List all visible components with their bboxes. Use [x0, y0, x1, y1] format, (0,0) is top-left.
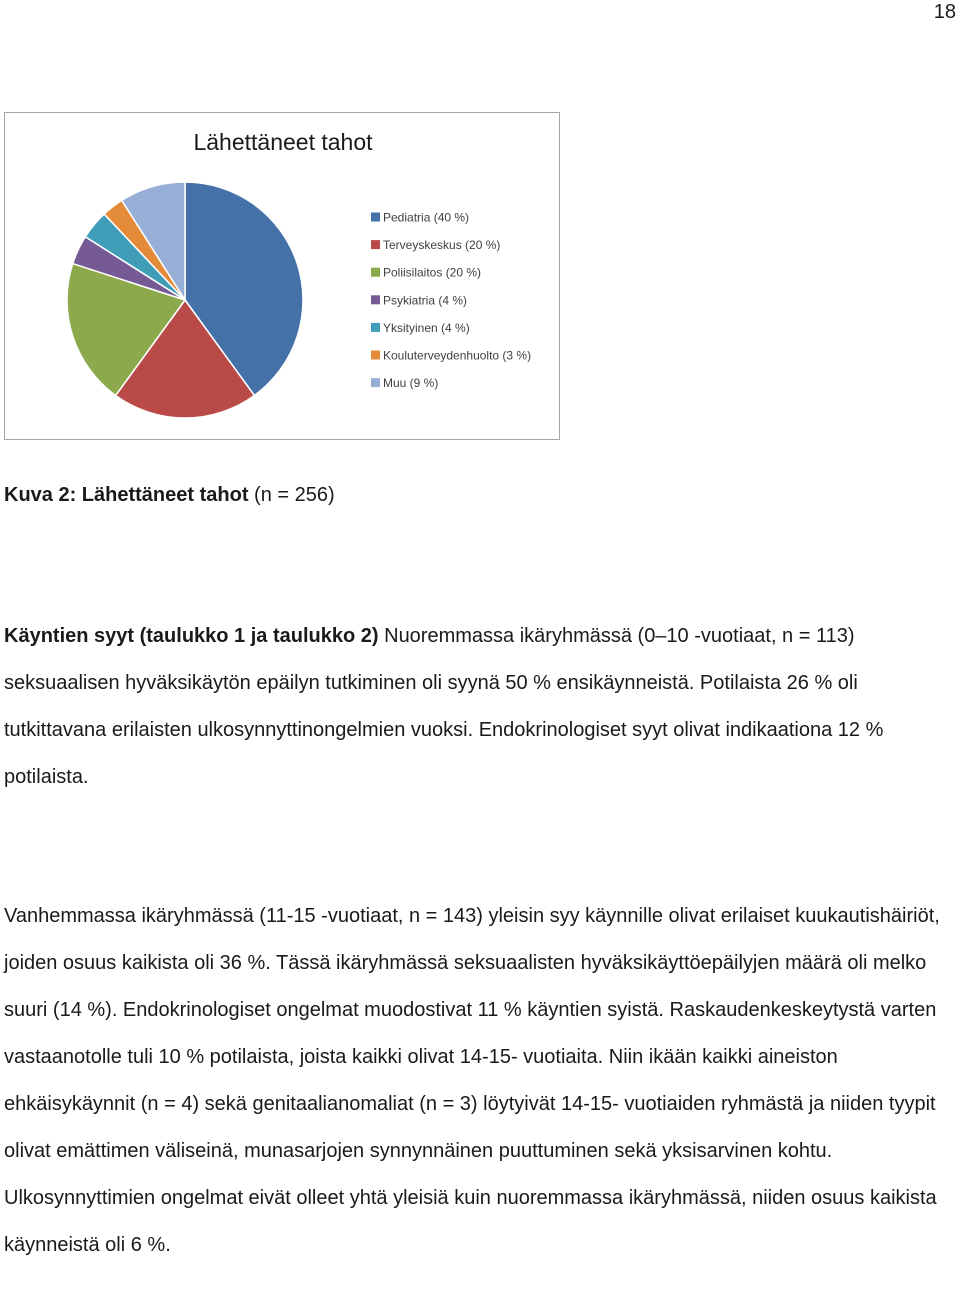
legend-swatch	[371, 295, 380, 304]
legend-label: Muu (9 %)	[383, 376, 439, 391]
caption-rest: (n = 256)	[248, 484, 335, 506]
legend-swatch	[371, 268, 380, 277]
legend-swatch	[371, 351, 380, 360]
paragraph-heading: Käyntien syyt (taulukko 1 ja taulukko 2)	[4, 625, 379, 647]
paragraph-text: Vanhemmassa ikäryhmässä (11-15 -vuotiaat, n = 143) yleisin syy käynnille olivat erilaiset kuukautishäiriöt, joiden osuus kaikista oli 36 %. Tässä ikäryhmässä seksuaalisten hyväksikäyttöepäilyjen määrä oli melko suuri (14 %). Endokrinologiset ongelmat muodostivat 11 % käyntien syistä. Raskaudenkeskeytystä varten vastaanotolle tuli 10 % potilaista, joista kaikki olivat 14-15- vuotiaita. Niin ikään kaikki aineiston ehkäisykäynnit (n = 4) sekä genitaalianomaliat (n = 3) löytyivät 14-15- vuotiaiden ryhmästä ja niiden tyypit olivat emättimen väliseinä, munasarjojen synnynnäinen puuttuminen sekä yksisarvinen kohtu. Ulkosynnyttimien ongelmat eivät olleet yhtä yleisiä kuin nuoremmassa ikäryhmässä, niiden osuus kaikista käynneistä oli 6 %.	[4, 905, 940, 1256]
chart-legend	[371, 211, 531, 391]
legend-swatch	[371, 213, 380, 222]
legend-label: Terveyskeskus (20 %)	[383, 238, 501, 253]
caption-label: Kuva 2: Lähettäneet tahot	[4, 484, 249, 506]
legend-label: Yksityinen (4 %)	[383, 320, 470, 335]
paragraph-older-group	[4, 893, 958, 1269]
figure-caption	[4, 481, 335, 509]
legend-label: Kouluterveydenhuolto (3 %)	[383, 348, 532, 363]
chart-title: Lähettäneet tahot	[193, 129, 373, 155]
paragraph-visit-reasons	[4, 613, 958, 801]
pie-slices	[67, 182, 303, 418]
legend-label: Pediatria (40 %)	[383, 210, 470, 225]
legend-label: Psykiatria (4 %)	[383, 293, 468, 308]
legend-label: Poliisilaitos (20 %)	[383, 265, 482, 280]
pie-chart-canvas	[5, 113, 561, 441]
page-number: 18	[933, 1, 956, 23]
legend-swatch	[371, 323, 380, 332]
legend-swatch	[371, 240, 380, 249]
paragraph-text: Nuoremmassa ikäryhmässä (0–10 -vuotiaat, n = 113) seksuaalisen hyväksikäytön epäilyn tutkiminen oli syynä 50 % ensikäynneistä. Potilaista 26 % oli tutkittavana erilaisten ulkosynnyttinongelmien vuoksi. Endokrinologiset syyt olivat indikaationa 12 % potilaista.	[4, 625, 884, 788]
pie-chart	[4, 112, 560, 440]
legend-swatch	[371, 378, 380, 387]
